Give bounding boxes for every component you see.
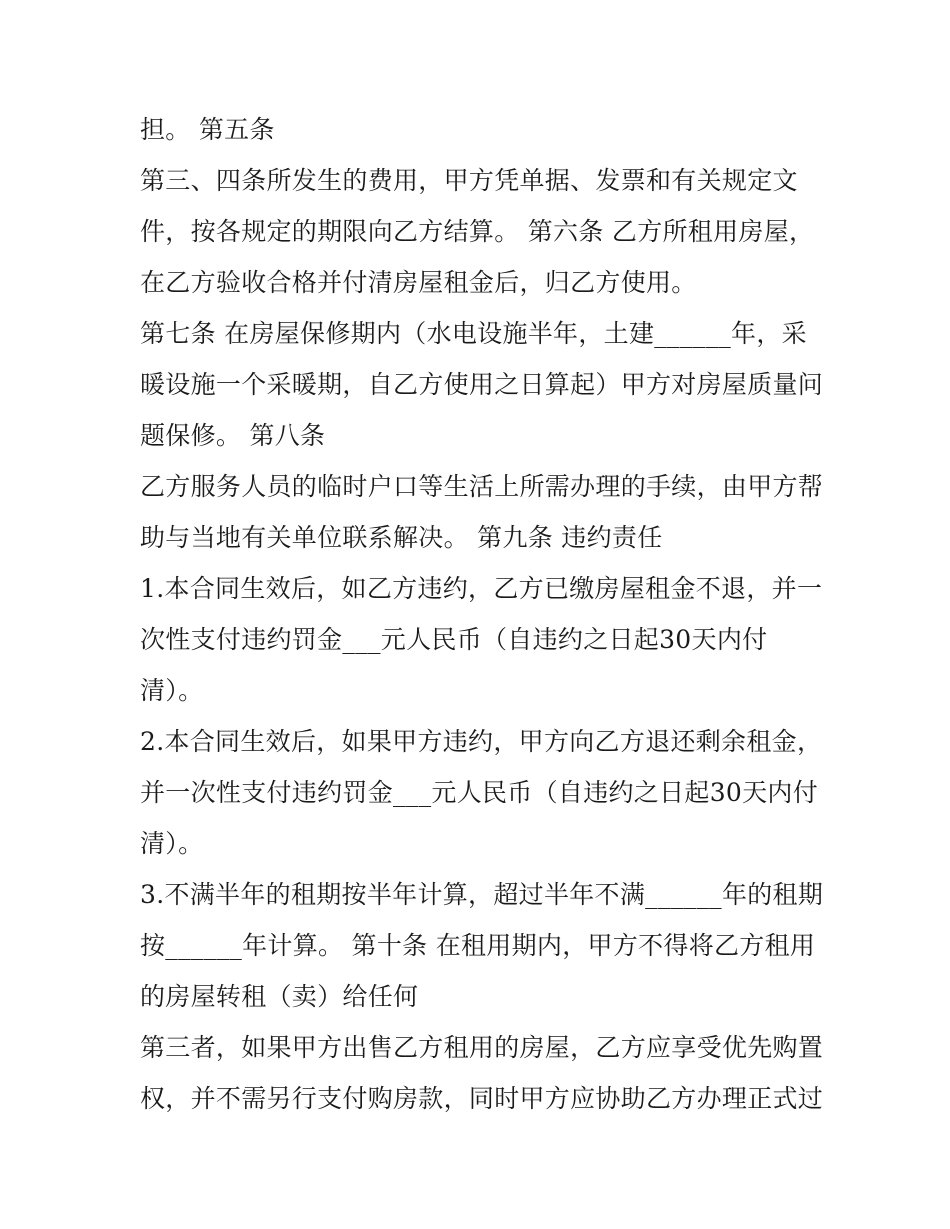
text-line: 第七条 在房屋保修期内（水电设施半年，土建______年，采 — [140, 319, 807, 348]
text-line: 在乙方验收合格并付清房屋租金后，归乙方使用。 — [140, 268, 697, 297]
text-line: 权，并不需另行支付购房款，同时甲方应协助乙方办理正式过 — [140, 1084, 824, 1113]
text-line: 助与当地有关单位联系解决。 第九条 违约责任 — [140, 523, 663, 552]
text-line: 暖设施一个采暖期，自乙方使用之日算起）甲方对房屋质量问 — [140, 370, 824, 399]
text-line: 次性支付违约罚金___元人民币（自违约之日起30天内付 — [140, 625, 768, 654]
text-line: 第三者，如果甲方出售乙方租用的房屋，乙方应享受优先购置 — [140, 1033, 824, 1062]
text-line: 1.本合同生效后，如乙方违约，乙方已缴房屋租金不退，并一 — [140, 574, 823, 603]
text-line: 题保修。 第八条 — [140, 421, 326, 450]
document-body — [140, 108, 824, 1128]
text-line: 清）。 — [140, 676, 204, 705]
text-line: 件，按各规定的期限向乙方结算。 第六条 乙方所租用房屋， — [140, 217, 815, 246]
text-line: 的房屋转租（卖）给任何 — [140, 982, 419, 1011]
text-line: 2.本合同生效后，如果甲方违约，甲方向乙方退还剩余租金， — [140, 727, 823, 756]
text-line: 3.不满半年的租期按半年计算，超过半年不满______年的租期 — [140, 880, 824, 909]
text-line: 按______年计算。 第十条 在租用期内，甲方不得将乙方租用 — [140, 931, 816, 960]
text-line: 第三、四条所发生的费用，甲方凭单据、发票和有关规定文 — [140, 166, 798, 195]
text-line: 乙方服务人员的临时户口等生活上所需办理的手续，由甲方帮 — [140, 472, 824, 501]
text-line: 清）。 — [140, 829, 204, 858]
text-line: 担。 第五条 — [140, 115, 275, 144]
text-line: 并一次性支付违约罚金___元人民币（自违约之日起30天内付 — [140, 778, 819, 807]
